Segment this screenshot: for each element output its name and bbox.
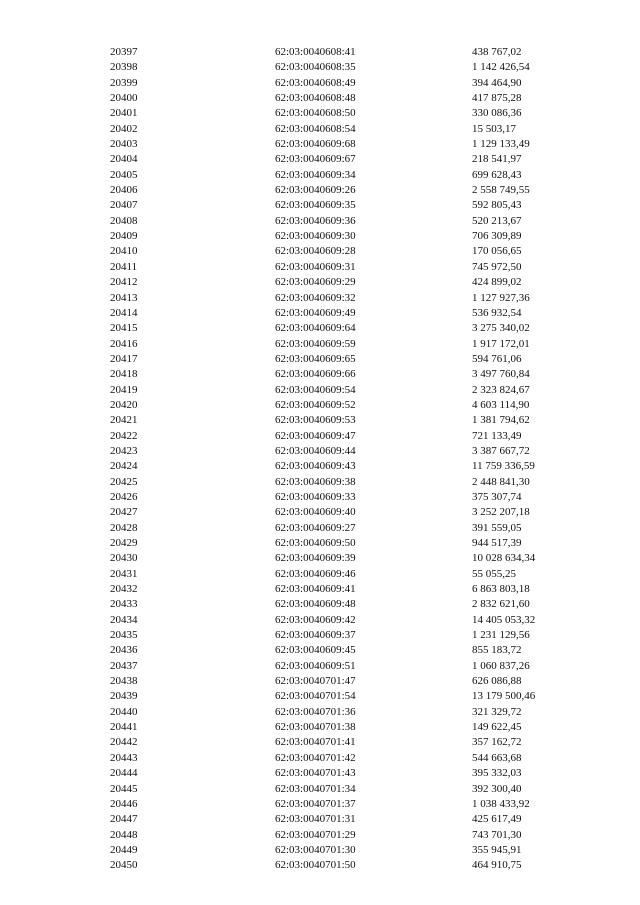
table-row [0, 551, 640, 566]
cadastral-number: 62:03:0040609:31 [275, 260, 356, 273]
cadastral-value: 355 945,91 [472, 843, 522, 856]
row-number: 20424 [110, 460, 138, 473]
row-number: 20426 [110, 490, 138, 503]
cadastral-number: 62:03:0040701:43 [275, 767, 356, 780]
cadastral-number: 62:03:0040609:66 [275, 368, 356, 381]
table-row [0, 352, 640, 367]
row-number: 20421 [110, 414, 138, 427]
cadastral-value: 2 323 824,67 [472, 383, 530, 396]
table-row [0, 567, 640, 582]
cadastral-number: 62:03:0040609:59 [275, 337, 356, 350]
table-row [0, 337, 640, 352]
cadastral-number: 62:03:0040608:35 [275, 61, 356, 74]
cadastral-number: 62:03:0040609:65 [275, 352, 356, 365]
cadastral-number: 62:03:0040609:67 [275, 153, 356, 166]
cadastral-value: 544 663,68 [472, 751, 522, 764]
cadastral-value: 520 213,67 [472, 214, 522, 227]
table-row [0, 735, 640, 750]
table-row [0, 122, 640, 137]
cadastral-value: 218 541,97 [472, 153, 522, 166]
table-row [0, 536, 640, 551]
row-number: 20432 [110, 583, 138, 596]
row-number: 20442 [110, 736, 138, 749]
cadastral-number: 62:03:0040609:49 [275, 306, 356, 319]
row-number: 20433 [110, 598, 138, 611]
cadastral-number: 62:03:0040701:30 [275, 843, 356, 856]
row-number: 20406 [110, 184, 138, 197]
table-row [0, 413, 640, 428]
cadastral-value: 3 497 760,84 [472, 368, 530, 381]
cadastral-value: 149 622,45 [472, 721, 522, 734]
cadastral-value: 375 307,74 [472, 490, 522, 503]
table-row [0, 45, 640, 60]
cadastral-value: 2 832 621,60 [472, 598, 530, 611]
cadastral-value: 1 142 426,54 [472, 61, 530, 74]
cadastral-number: 62:03:0040609:42 [275, 613, 356, 626]
cadastral-value: 1 129 133,49 [472, 138, 530, 151]
cadastral-value: 1 127 927,36 [472, 291, 530, 304]
cadastral-value: 13 179 500,46 [472, 690, 536, 703]
cadastral-number: 62:03:0040609:50 [275, 537, 356, 549]
cadastral-number: 62:03:0040701:38 [275, 721, 356, 734]
cadastral-value: 424 899,02 [472, 276, 522, 289]
row-number: 20429 [110, 537, 138, 549]
cadastral-number: 62:03:0040609:39 [275, 552, 356, 565]
table-row [0, 705, 640, 720]
table-row [0, 490, 640, 505]
row-number: 20411 [110, 260, 138, 273]
cadastral-number: 62:03:0040609:52 [275, 398, 356, 411]
row-number: 20397 [110, 46, 138, 58]
cadastral-value: 425 617,49 [472, 813, 522, 826]
cadastral-number: 62:03:0040609:35 [275, 199, 356, 212]
cadastral-value: 330 086,36 [472, 107, 522, 120]
cadastral-number: 62:03:0040609:28 [275, 245, 356, 258]
table-row [0, 843, 640, 858]
table-row [0, 214, 640, 229]
row-number: 20418 [110, 368, 138, 381]
table-row [0, 229, 640, 244]
cadastral-number: 62:03:0040701:36 [275, 705, 356, 718]
cadastral-value: 392 300,40 [472, 782, 522, 795]
cadastral-value: 855 183,72 [472, 644, 522, 657]
cadastral-value: 4 603 114,90 [472, 398, 530, 411]
cadastral-value: 743 701,30 [472, 828, 522, 841]
table-row [0, 643, 640, 658]
cadastral-value: 11 759 336,59 [472, 460, 535, 473]
cadastral-value: 14 405 053,32 [472, 613, 536, 626]
cadastral-value: 944 517,39 [472, 537, 522, 549]
cadastral-value: 6 863 803,18 [472, 583, 530, 596]
table-row [0, 137, 640, 152]
cadastral-value: 2 448 841,30 [472, 475, 530, 488]
cadastral-value: 626 086,88 [472, 675, 522, 688]
cadastral-value: 592 805,43 [472, 199, 522, 212]
table-row [0, 398, 640, 413]
cadastral-value: 1 060 837,26 [472, 659, 530, 672]
table-row [0, 674, 640, 689]
table-row [0, 505, 640, 520]
cadastral-number: 62:03:0040609:51 [275, 659, 356, 672]
table-row [0, 198, 640, 213]
row-number: 20443 [110, 751, 138, 764]
cadastral-value: 438 767,02 [472, 46, 522, 58]
row-number: 20435 [110, 629, 138, 642]
cadastral-number: 62:03:0040608:41 [275, 46, 356, 58]
row-number: 20439 [110, 690, 138, 703]
cadastral-number: 62:03:0040609:68 [275, 138, 356, 151]
cadastral-value: 10 028 634,34 [472, 552, 536, 565]
row-number: 20415 [110, 322, 138, 335]
cadastral-value: 594 761,06 [472, 352, 522, 365]
cadastral-number: 62:03:0040609:36 [275, 214, 356, 227]
row-number: 20408 [110, 214, 138, 227]
cadastral-value: 706 309,89 [472, 230, 522, 243]
row-number: 20414 [110, 306, 138, 319]
table-row [0, 613, 640, 628]
table-row [0, 628, 640, 643]
row-number: 20410 [110, 245, 138, 258]
table-row [0, 475, 640, 490]
cadastral-value: 1 038 433,92 [472, 797, 530, 810]
table-row [0, 106, 640, 121]
table-row [0, 91, 640, 106]
table-row [0, 858, 640, 873]
table-row [0, 367, 640, 382]
cadastral-number: 62:03:0040609:26 [275, 184, 356, 197]
row-number: 20450 [110, 859, 138, 872]
cadastral-number: 62:03:0040701:41 [275, 736, 356, 749]
table-row [0, 720, 640, 735]
table-row [0, 76, 640, 91]
row-number: 20405 [110, 168, 138, 181]
cadastral-number: 62:03:0040701:54 [275, 690, 356, 703]
cadastral-value: 321 329,72 [472, 705, 522, 718]
row-number: 20446 [110, 797, 138, 810]
row-number: 20430 [110, 552, 138, 565]
cadastral-value: 1 917 172,01 [472, 337, 530, 350]
row-number: 20407 [110, 199, 138, 212]
cadastral-number: 62:03:0040609:34 [275, 168, 356, 181]
cadastral-value: 3 387 667,72 [472, 444, 530, 457]
cadastral-number: 62:03:0040608:48 [275, 92, 356, 105]
cadastral-number: 62:03:0040609:37 [275, 629, 356, 642]
cadastral-value: 464 910,75 [472, 859, 522, 872]
row-number: 20440 [110, 705, 138, 718]
row-number: 20422 [110, 429, 138, 442]
table-row [0, 260, 640, 275]
row-number: 20427 [110, 506, 138, 519]
cadastral-value: 394 464,90 [472, 76, 522, 89]
cadastral-number: 62:03:0040609:54 [275, 383, 356, 396]
row-number: 20434 [110, 613, 138, 626]
table-row [0, 444, 640, 459]
table-row [0, 597, 640, 612]
row-number: 20419 [110, 383, 138, 396]
row-number: 20425 [110, 475, 138, 488]
cadastral-number: 62:03:0040609:64 [275, 322, 356, 335]
cadastral-value: 699 628,43 [472, 168, 522, 181]
cadastral-number: 62:03:0040701:31 [275, 813, 356, 826]
row-number: 20444 [110, 767, 138, 780]
cadastral-number: 62:03:0040609:38 [275, 475, 356, 488]
cadastral-number: 62:03:0040609:41 [275, 583, 356, 596]
row-number: 20400 [110, 92, 138, 105]
cadastral-value: 3 252 207,18 [472, 506, 530, 519]
cadastral-value: 3 275 340,02 [472, 322, 530, 335]
table-row [0, 812, 640, 827]
table-row [0, 275, 640, 290]
table-row [0, 782, 640, 797]
cadastral-number: 62:03:0040701:37 [275, 797, 356, 810]
cadastral-value: 395 332,03 [472, 767, 522, 780]
table-row [0, 291, 640, 306]
table-row [0, 152, 640, 167]
cadastral-number: 62:03:0040609:29 [275, 276, 356, 289]
cadastral-number: 62:03:0040609:43 [275, 460, 356, 473]
row-number: 20423 [110, 444, 138, 457]
table-row [0, 321, 640, 336]
cadastral-number: 62:03:0040701:50 [275, 859, 356, 872]
table-row [0, 659, 640, 674]
table-row [0, 183, 640, 198]
row-number: 20445 [110, 782, 138, 795]
table-row [0, 383, 640, 398]
table-row [0, 168, 640, 183]
row-number: 20447 [110, 813, 138, 826]
table-row [0, 306, 640, 321]
row-number: 20409 [110, 230, 138, 243]
cadastral-value-table [0, 45, 640, 874]
row-number: 20436 [110, 644, 138, 657]
cadastral-number: 62:03:0040609:33 [275, 490, 356, 503]
row-number: 20403 [110, 138, 138, 151]
table-row [0, 797, 640, 812]
row-number: 20448 [110, 828, 138, 841]
row-number: 20431 [110, 567, 138, 580]
table-row [0, 60, 640, 75]
table-row [0, 244, 640, 259]
cadastral-number: 62:03:0040609:53 [275, 414, 356, 427]
row-number: 20438 [110, 675, 138, 688]
row-number: 20441 [110, 721, 138, 734]
cadastral-value: 2 558 749,55 [472, 184, 530, 197]
cadastral-number: 62:03:0040609:30 [275, 230, 356, 243]
cadastral-number: 62:03:0040609:32 [275, 291, 356, 304]
cadastral-number: 62:03:0040609:27 [275, 521, 356, 534]
cadastral-number: 62:03:0040609:40 [275, 506, 356, 519]
cadastral-value: 1 381 794,62 [472, 414, 530, 427]
cadastral-value: 417 875,28 [472, 92, 522, 105]
cadastral-number: 62:03:0040701:34 [275, 782, 356, 795]
row-number: 20402 [110, 122, 138, 135]
row-number: 20401 [110, 107, 138, 120]
cadastral-number: 62:03:0040608:49 [275, 76, 356, 89]
row-number: 20416 [110, 337, 138, 350]
row-number: 20428 [110, 521, 138, 534]
cadastral-number: 62:03:0040609:45 [275, 644, 356, 657]
table-row [0, 828, 640, 843]
row-number: 20399 [110, 76, 138, 89]
cadastral-number: 62:03:0040609:47 [275, 429, 356, 442]
cadastral-value: 357 162,72 [472, 736, 522, 749]
row-number: 20417 [110, 352, 138, 365]
table-row [0, 459, 640, 474]
cadastral-value: 745 972,50 [472, 260, 522, 273]
cadastral-value: 15 503,17 [472, 122, 516, 135]
row-number: 20404 [110, 153, 138, 166]
table-row [0, 521, 640, 536]
row-number: 20449 [110, 843, 138, 856]
cadastral-value: 391 559,05 [472, 521, 522, 534]
cadastral-value: 170 056,65 [472, 245, 522, 258]
cadastral-number: 62:03:0040609:46 [275, 567, 356, 580]
cadastral-number: 62:03:0040608:50 [275, 107, 356, 120]
cadastral-value: 721 133,49 [472, 429, 522, 442]
cadastral-number: 62:03:0040701:42 [275, 751, 356, 764]
row-number: 20413 [110, 291, 138, 304]
cadastral-value: 536 932,54 [472, 306, 522, 319]
row-number: 20420 [110, 398, 138, 411]
row-number: 20398 [110, 61, 138, 74]
table-row [0, 689, 640, 704]
row-number: 20437 [110, 659, 138, 672]
cadastral-number: 62:03:0040609:44 [275, 444, 356, 457]
table-row [0, 582, 640, 597]
cadastral-number: 62:03:0040609:48 [275, 598, 356, 611]
table-row [0, 766, 640, 781]
table-row [0, 429, 640, 444]
cadastral-number: 62:03:0040608:54 [275, 122, 356, 135]
cadastral-value: 1 231 129,56 [472, 629, 530, 642]
cadastral-number: 62:03:0040701:47 [275, 675, 356, 688]
row-number: 20412 [110, 276, 138, 289]
table-row [0, 751, 640, 766]
cadastral-value: 55 055,25 [472, 567, 516, 580]
cadastral-number: 62:03:0040701:29 [275, 828, 356, 841]
